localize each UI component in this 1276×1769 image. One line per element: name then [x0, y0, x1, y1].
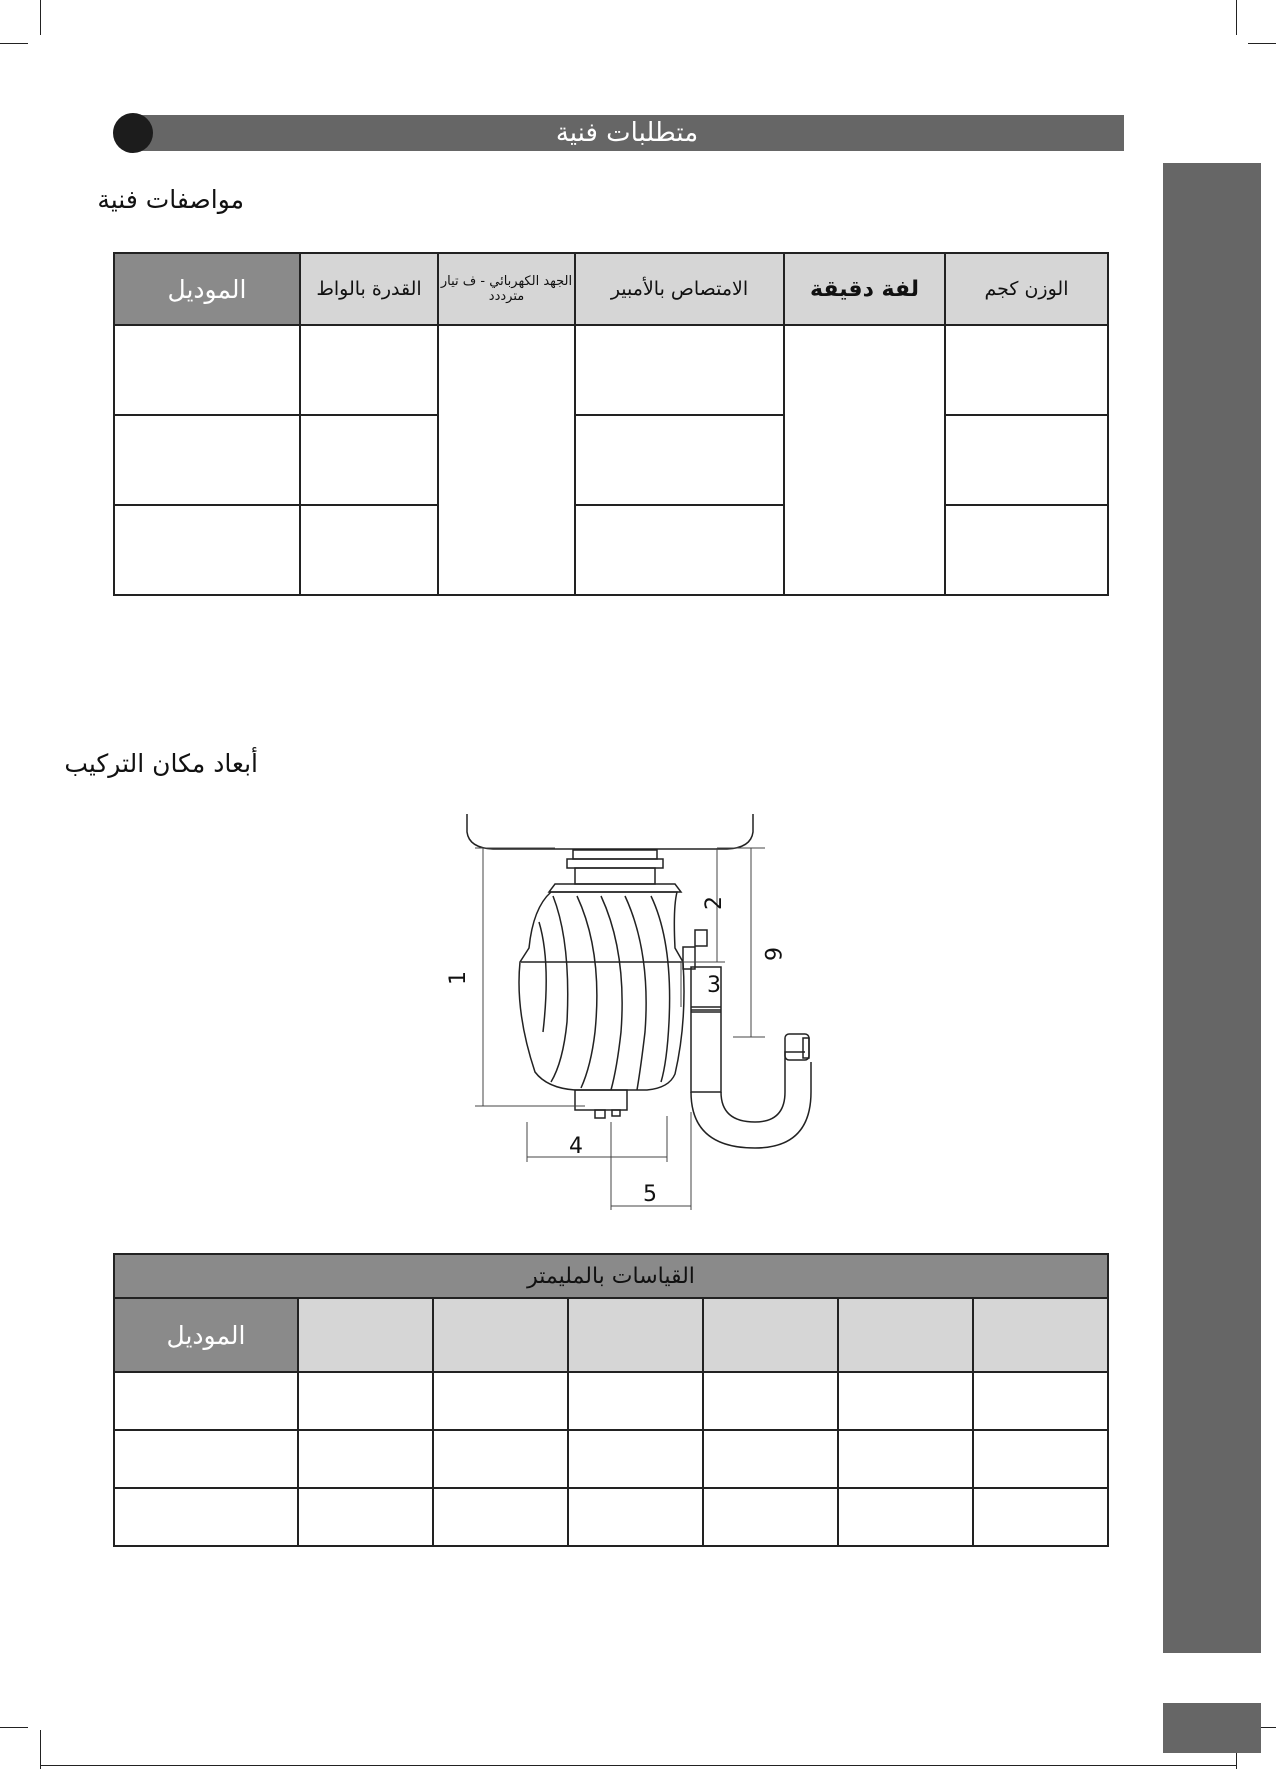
table-cell [575, 415, 784, 505]
table-cell [568, 1430, 703, 1488]
measurements-header-dim [973, 1298, 1108, 1372]
specs-header-rpm: لفة دقيقة [784, 253, 945, 325]
table-cell [114, 505, 300, 595]
dimension-label-1: 1 [446, 971, 471, 985]
dishwasher-inlet [683, 947, 695, 969]
side-thumb-strip [1163, 163, 1261, 1653]
motor-base [575, 1090, 627, 1110]
dimension-label-2: 2 [702, 896, 727, 910]
dimension-label-3: 3 [707, 973, 721, 998]
table-cell [973, 1372, 1108, 1430]
table-cell [973, 1430, 1108, 1488]
table-cell [433, 1488, 568, 1546]
mounting-flange [573, 850, 657, 859]
table-cell [575, 505, 784, 595]
header-bullet [113, 113, 153, 153]
specs-header-model: الموديل [114, 253, 300, 325]
table-row [114, 1430, 1108, 1488]
table-cell [575, 325, 784, 415]
measurements-header-dim [568, 1298, 703, 1372]
table-cell [114, 1372, 298, 1430]
table-cell [298, 1430, 433, 1488]
table-cell [300, 325, 438, 415]
bottom-rule [40, 1765, 1236, 1766]
installation-dimensions-diagram [446, 812, 835, 1217]
crop-mark [40, 1730, 41, 1769]
measurements-header-dim [838, 1298, 973, 1372]
table-cell [838, 1488, 973, 1546]
page-number-tab [1163, 1703, 1261, 1753]
measurements-table [113, 1253, 1109, 1547]
specs-header-weight: الوزن كجم [945, 253, 1108, 325]
dimension-label-4: 4 [569, 1134, 583, 1159]
crop-mark [1236, 0, 1237, 35]
disposer-body [519, 892, 684, 1090]
table-row [114, 505, 1108, 595]
page-title: متطلبات فنية [555, 118, 699, 148]
table-cell [433, 1372, 568, 1430]
table-cell [838, 1430, 973, 1488]
table-cell [114, 325, 300, 415]
table-cell [300, 415, 438, 505]
table-cell [945, 325, 1108, 415]
table-cell [298, 1488, 433, 1546]
table-cell [568, 1372, 703, 1430]
table-cell [784, 325, 945, 595]
table-row [114, 415, 1108, 505]
dimension-label-6: 6 [759, 947, 784, 961]
table-cell [703, 1430, 838, 1488]
table-cell [433, 1430, 568, 1488]
specs-header-current: الامتصاص بالأمبير [575, 253, 784, 325]
dimension-label-5: 5 [643, 1182, 657, 1207]
install-section-title: أبعاد مكان التركيب [64, 749, 258, 778]
measurements-header-dim [433, 1298, 568, 1372]
table-cell [114, 1430, 298, 1488]
measurements-header-dim [298, 1298, 433, 1372]
table-cell [838, 1372, 973, 1430]
specs-table [113, 252, 1109, 596]
measurements-header-dim [703, 1298, 838, 1372]
crop-mark [0, 1727, 28, 1728]
table-cell [114, 415, 300, 505]
table-cell [703, 1372, 838, 1430]
measurements-header-model: الموديل [114, 1298, 298, 1372]
table-row [114, 1488, 1108, 1546]
measurements-caption: القياسات بالمليمتر [114, 1254, 1108, 1298]
table-row [114, 325, 1108, 415]
table-cell [300, 505, 438, 595]
table-cell [438, 325, 575, 595]
crop-mark [40, 0, 41, 35]
table-cell [945, 505, 1108, 595]
crop-mark [1248, 43, 1276, 44]
specs-section-title: مواصفات فنية [97, 185, 244, 214]
p-trap [721, 1052, 805, 1122]
specs-header-voltage: الجهد الكهربائي - ف تيار مترددد [438, 253, 575, 325]
table-row [114, 1372, 1108, 1430]
sink-bowl [467, 814, 753, 849]
table-cell [703, 1488, 838, 1546]
page-title-bar [130, 115, 1124, 151]
table-cell [298, 1372, 433, 1430]
table-cell [114, 1488, 298, 1546]
crop-mark [0, 43, 28, 44]
table-cell [973, 1488, 1108, 1546]
table-cell [945, 415, 1108, 505]
table-cell [568, 1488, 703, 1546]
specs-header-power: القدرة بالواط [300, 253, 438, 325]
